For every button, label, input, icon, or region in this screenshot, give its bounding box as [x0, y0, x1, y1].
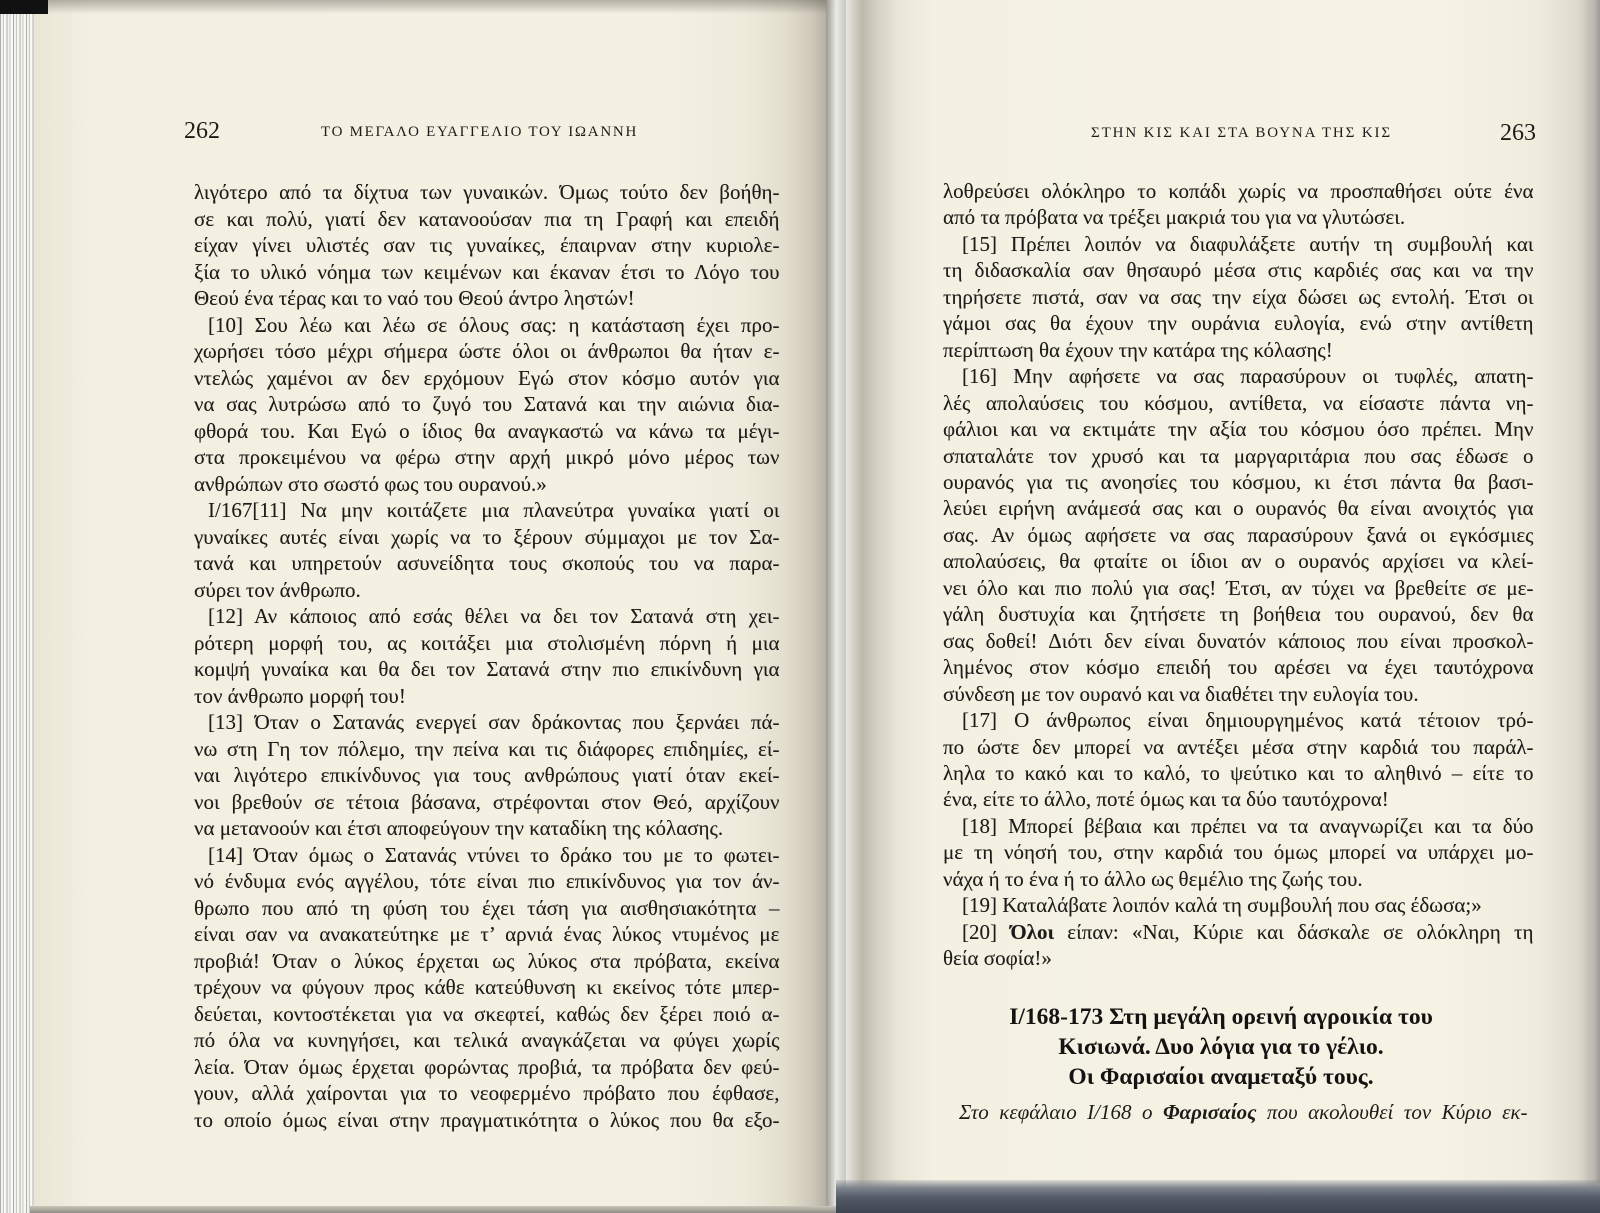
line-text: σπαταλάτε τον χρυσό και τα μαργαριτάρια που σας έδωσε ο: [943, 443, 1534, 468]
paragraph: [194, 709, 780, 842]
line-text: προβιά! Όταν ο λύκος έρχεται ως λύκος στα πρόβατα, εκείνα: [194, 948, 780, 973]
line-text: λεία. Όταν όμως έρχεται φορώντας προβιά, τα πρόβατα δεν φεύ-: [194, 1054, 780, 1079]
text-line: [194, 630, 780, 657]
text-line: [194, 683, 780, 710]
text-line: [194, 789, 780, 816]
left-running-head: [321, 123, 638, 141]
text-line: [943, 310, 1534, 336]
line-text: είναι σαν να ανακατεύτηκε με τ’ αρνιά ένας λύκος ντυμένος με: [194, 922, 780, 946]
paragraph: [194, 497, 780, 603]
text-line: [194, 444, 780, 471]
line-text: λές απολαύσεις του κόσμου, αντίθετα, να είσαστε πάντα νη-: [943, 390, 1534, 415]
line-text: σύρει τον άνθρωπο.: [194, 577, 361, 602]
line-text: λιγότερο από τα δίχτυα των γυναικών. Όμως τούτο δεν βοήθη-: [194, 180, 780, 204]
text-line: [194, 656, 780, 683]
line-text: I/167[11] Να μην κοιτάζετε μια πλανεύτρα γυναίκα γιατί οι: [208, 498, 780, 522]
paragraph: [194, 179, 780, 312]
line-text: ναι λιγότερο επικίνδυνος για τους ανθρώπους γιατί όταν εκεί-: [194, 763, 780, 787]
line-text: σας δοθεί! Διότι δεν είναι δυνατόν κάποιος που είναι προσκολ-: [943, 628, 1534, 653]
line-text: νει όλο και πιο πολύ για σας! Έτσι, αν τύχει να βρεθείτε σε με-: [943, 575, 1534, 600]
line-text: τηρήσετε πιστά, σαν να σας την είχα δώσει ως εντολή. Έτσι οι: [943, 284, 1534, 309]
line-text: [17] Ο άνθρωπος είναι δημιουργημένος κατά τέτοιον τρό-: [962, 708, 1534, 733]
line-text: ρότερη μορφή του, ας κοιτάξει μια στολισμένη πόρνη ή μια: [194, 630, 780, 655]
text-line: [194, 365, 780, 392]
line-text: γουν, αλλά χαίρονται για το νεοφερμένο πρόβατο που έφθασε,: [194, 1081, 780, 1105]
line-text: [962, 920, 1533, 944]
line-text: τον άνθρωπο μορφή του!: [194, 683, 406, 708]
text-line: [943, 178, 1534, 204]
line-text: θρωπο που από τη φύση του έχει τάση για αισθησιακότητα –: [194, 895, 780, 920]
line-text: το οποίο όμως είναι στην πραγματικότητα ο λύκος που θα εξο-: [194, 1107, 780, 1132]
line-text: ξία το υλικό νόημα των κειμένων και έκαναν έτσι το Λόγο του: [194, 259, 780, 284]
line-text: [14] Όταν όμως ο Σατανάς ντύνει το δράκο του με το φωτει-: [208, 842, 780, 867]
text-line: [943, 522, 1534, 548]
line-text: στα προκειμένου να φέρω στην αρχή μικρό μόνο μέρος των: [194, 445, 780, 469]
text-line: [194, 762, 780, 789]
line-text: σας. Αν όμως αφήσετε να σας παρασύρουν ξανά οι εγκόσμιες: [943, 522, 1534, 547]
text-line: [943, 443, 1534, 469]
text-line: [943, 337, 1534, 363]
left-page-body: [194, 179, 780, 1133]
paragraph: [943, 919, 1534, 972]
text-line: [943, 839, 1534, 865]
right-page: [836, 0, 1600, 1213]
text-line: [943, 813, 1534, 839]
paragraph: [943, 813, 1534, 892]
right-page-number: 263: [1500, 120, 1536, 146]
text-line: [943, 548, 1534, 574]
text-line: [194, 1027, 780, 1054]
line-text: τρέχουν να φύγουν προς κάθε κατεύθυνση κι εκείνος τότε μπερ-: [194, 975, 780, 999]
chapter-heading: [961, 1002, 1481, 1092]
line-segment: που ακολουθεί τον Κύριο εκ-: [1256, 1100, 1528, 1124]
paragraph: [943, 892, 1534, 918]
paragraph: [194, 842, 780, 1134]
line-text: [18] Μπορεί βέβαια και πρέπει να τα αναγνωρίζει και τα δύο: [962, 813, 1534, 838]
line-text: να μετανοούν και έτσι αποφεύγουν την καταδίκη της κόλασης.: [194, 816, 724, 840]
right-running-head: [1091, 124, 1392, 142]
line-text: απολαύσεις, θα φταίτε οι ίδιοι αν ο ουρανός αρχίσει να κλεί-: [943, 549, 1534, 574]
line-text: [10] Σου λέω και λέω σε όλους σας: η κατάσταση έχει προ-: [208, 312, 780, 337]
text-line: [194, 709, 780, 736]
right-page-body: [943, 178, 1534, 972]
line-segment: [20]: [962, 919, 1011, 944]
line-text: [13] Όταν ο Σατανάς ενεργεί σαν δράκοντας που ξερνάει πά-: [208, 710, 780, 734]
line-text: νάχα ή το ένα ή το άλλο ως θεμέλιο της ζωής του.: [943, 866, 1363, 891]
left-page-number: 262: [184, 118, 220, 144]
page-stack-edge-bottom: [836, 1180, 1600, 1213]
text-line: [194, 232, 780, 259]
text-line: [194, 312, 780, 339]
line-text: [19] Καταλάβατε λοιπόν καλά τη συμβουλή που σας έδωσα;»: [962, 893, 1482, 918]
running-head-text: ΤΟ ΜΕΓΑΛΟ ΕΥΑΓΓΕΛΙΟ ΤΟΥ ΙΩΑΝΝΗ: [321, 124, 638, 140]
text-line: [943, 681, 1534, 707]
page-edge-bottom-left: [30, 1206, 836, 1213]
text-line: [194, 603, 780, 630]
text-line: [943, 734, 1534, 760]
text-line: [943, 469, 1534, 495]
text-line: [943, 601, 1534, 627]
line-text: είχαν γίνει υλιστές σαν τις γυναίκες, έπαιρναν στην κυριολε-: [194, 233, 780, 257]
line-text: δεύεται, κοντοστέκεται για να σκεφτεί, καθώς δεν ξέρει ποιό α-: [194, 1001, 780, 1026]
line-text: τη διδασκαλία σαν θησαυρό μέσα στις καρδιές σας και να την: [943, 258, 1534, 283]
text-line: [194, 471, 780, 498]
scanner-shadow-corner: [0, 0, 48, 14]
line-text: λοθρεύσει ολόκληρο το κοπάδι χωρίς να προσπαθήσει ούτε ένα: [943, 179, 1534, 203]
text-line: [194, 550, 780, 577]
paragraph: [943, 178, 1534, 231]
text-line: [194, 338, 780, 365]
book-spine: [826, 0, 846, 1213]
text-line: [943, 575, 1534, 601]
line-text: λεύει ειρήνη ανάμεσά σας και ο ουρανός θα είναι ανοιχτός για: [943, 496, 1534, 521]
line-text: νω στη Γη τον πόλεμο, την πείνα και τις διάφορες επιδημίες, εί-: [194, 736, 780, 761]
line-text: [12] Αν κάποιος από εσάς θέλει να δει τον Σατανά στη χει-: [208, 604, 780, 628]
text-line: [194, 1080, 780, 1107]
text-line: [943, 231, 1534, 257]
line-segment: είπαν: «Ναι, Κύριε και δάσκαλε σε ολόκληρη τη: [1053, 919, 1534, 944]
line-text: λημένος στον κόσμο επειδή του αρέσει να έχει ταυτόχρονα: [943, 655, 1534, 680]
text-line: [194, 974, 780, 1001]
text-line: [943, 707, 1534, 733]
text-line: [194, 815, 780, 842]
chapter-heading-line: Κισιωνά. Δυο λόγια για το γέλιο.: [1058, 1034, 1384, 1060]
text-line: [943, 363, 1534, 389]
text-line: [943, 919, 1534, 945]
line-text: να σας λυτρώσω από το ζυγό του Σατανά και την αιώνια δια-: [194, 392, 780, 416]
line-text: κομψή γυναίκα και θα δει τον Σατανά στην πιο επικίνδυνη για: [194, 657, 780, 681]
text-line: [194, 577, 780, 604]
paragraph: [943, 363, 1534, 707]
text-line: [194, 921, 780, 948]
line-text: σε και πολύ, γιατί δεν κατανοούσαν πια τη Γραφή και επειδή: [194, 206, 780, 231]
text-line: [943, 495, 1534, 521]
chapter-heading-line: I/168-173 Στη μεγάλη ορεινή αγροικία του: [1009, 1004, 1433, 1030]
text-line: [943, 416, 1534, 442]
text-line: [943, 390, 1534, 416]
line-text: ουρανός για τις ανοησίες του κόσμου, κι έτσι πάντα θα βασι-: [943, 469, 1534, 494]
line-text: πο ώστε δεν μπορεί να αντέξει μέσα στην καρδιά του παράλ-: [943, 734, 1534, 759]
line-text: ληλα το κακό και το καλό, το ψεύτικο και το αληθινό – είτε το: [943, 760, 1534, 785]
text-line: [194, 391, 780, 418]
line-segment: Στο κεφάλαιο I/168 ο: [959, 1100, 1163, 1124]
text-line: [194, 418, 780, 445]
text-line: [943, 628, 1534, 654]
line-text: [15] Πρέπει λοιπόν να διαφυλάξετε αυτήν τη συμβουλή και: [962, 231, 1534, 256]
line-text: από τα πρόβατα να τρέξει μακριά του για να γλυτώσει.: [943, 205, 1406, 230]
text-line: [943, 892, 1534, 918]
text-line: [194, 1054, 780, 1081]
text-line: [943, 204, 1534, 230]
line-text: [16] Μην αφήσετε να σας παρασύρουν οι τυφλές, απατη-: [962, 364, 1534, 389]
text-line: [194, 1001, 780, 1028]
text-line: [194, 895, 780, 922]
text-line: [194, 524, 780, 551]
paragraph: [943, 707, 1534, 813]
line-text: περίπτωση θα έχουν την κατάρα της κόλασης!: [943, 337, 1333, 362]
line-text: τανά και υπηρετούν ασυνείδητα τους σκοπούς του να παρα-: [194, 551, 780, 575]
text-line: [194, 868, 780, 895]
running-head-text: ΣΤΗΝ ΚΙΣ ΚΑΙ ΣΤΑ ΒΟΥΝΑ ΤΗΣ ΚΙΣ: [1091, 125, 1392, 141]
line-text: φθορά του. Και Εγώ ο ίδιος θα αναγκαστώ να κάνω τα μέγι-: [194, 418, 780, 443]
text-line: [194, 736, 780, 763]
line-text: χωρήσει τόσο μέχρι σήμερα ώστε όλοι οι άνθρωποι θα ήταν ε-: [194, 339, 780, 363]
text-line: [194, 497, 780, 524]
line-text: με τη νόησή του, στην καρδιά του όμως μπορεί να υπάρχει μο-: [943, 840, 1534, 865]
line-text: γάλη δυστυχία και ζητήσετε τη βοήθεια του ουρανού, δεν θα: [943, 602, 1534, 627]
line-text: Θεού ένα τέρας και το ναό του Θεού άντρο ληστών!: [194, 286, 635, 310]
text-line: [194, 948, 780, 975]
text-line: [943, 284, 1534, 310]
line-text: θεία σοφία!»: [943, 946, 1052, 971]
line-text: ένα, είτε το άλλο, ποτέ όμως και τα δύο ταυτόχρονα!: [943, 787, 1389, 812]
bold-word: Φαρισαίος: [1162, 1100, 1257, 1124]
text-line: [943, 760, 1534, 786]
text-line: [194, 842, 780, 869]
bold-word: Όλοι: [1010, 919, 1054, 944]
paragraph: [194, 312, 780, 498]
line-text: γυναίκες αυτές είναι χωρίς να το ξέρουν σύμμαχοι με τον Σα-: [194, 524, 780, 549]
line-text: νοι βρεθούν σε τέτοια βάσανα, στρέφονται στον Θεό, αρχίζουν: [194, 789, 780, 814]
line-text: πό όλα να κυνηγήσει, και τελικά αναγκάζεται να φύγει χωρίς: [194, 1028, 780, 1052]
page-edge-right: [1584, 0, 1600, 1183]
line-text: ανθρώπων στο σωστό φως του ουρανού.»: [194, 471, 547, 496]
text-line: [943, 257, 1534, 283]
chapter-summary-line: [959, 1099, 1528, 1125]
line-text: ντελώς χαμένοι αν δεν ερχόμουν Εγώ στον κόσμο αυτόν για: [194, 365, 780, 390]
line-text: [959, 1100, 1528, 1124]
text-line: [194, 179, 780, 206]
text-line: [943, 786, 1534, 812]
text-line: [194, 206, 780, 233]
line-text: σύνδεση με τον ουρανό και να διαθέτει την ευλογία του.: [943, 681, 1419, 706]
line-text: γάμοι σας θα έχουν την ουράνια ευλογία, ενώ στην αντίθετη: [943, 311, 1534, 336]
text-line: [943, 945, 1534, 971]
text-line: [194, 1107, 780, 1134]
line-text: φάλιοι και να εκτιμάτε την αξία του κόσμου όσο πρέπει. Μην: [943, 417, 1534, 442]
paragraph: [194, 603, 780, 709]
paragraph: [943, 231, 1534, 363]
chapter-heading-line: Οι Φαρισαίοι αναμεταξύ τους.: [1068, 1064, 1374, 1090]
page-stack-edge-left: [0, 0, 34, 1213]
text-line: [943, 654, 1534, 680]
text-line: [194, 259, 780, 286]
text-line: [194, 285, 780, 312]
line-text: νό ένδυμα ενός αγγέλου, τότε είναι πιο επικίνδυνος για τον άν-: [194, 869, 780, 893]
text-line: [943, 866, 1534, 892]
